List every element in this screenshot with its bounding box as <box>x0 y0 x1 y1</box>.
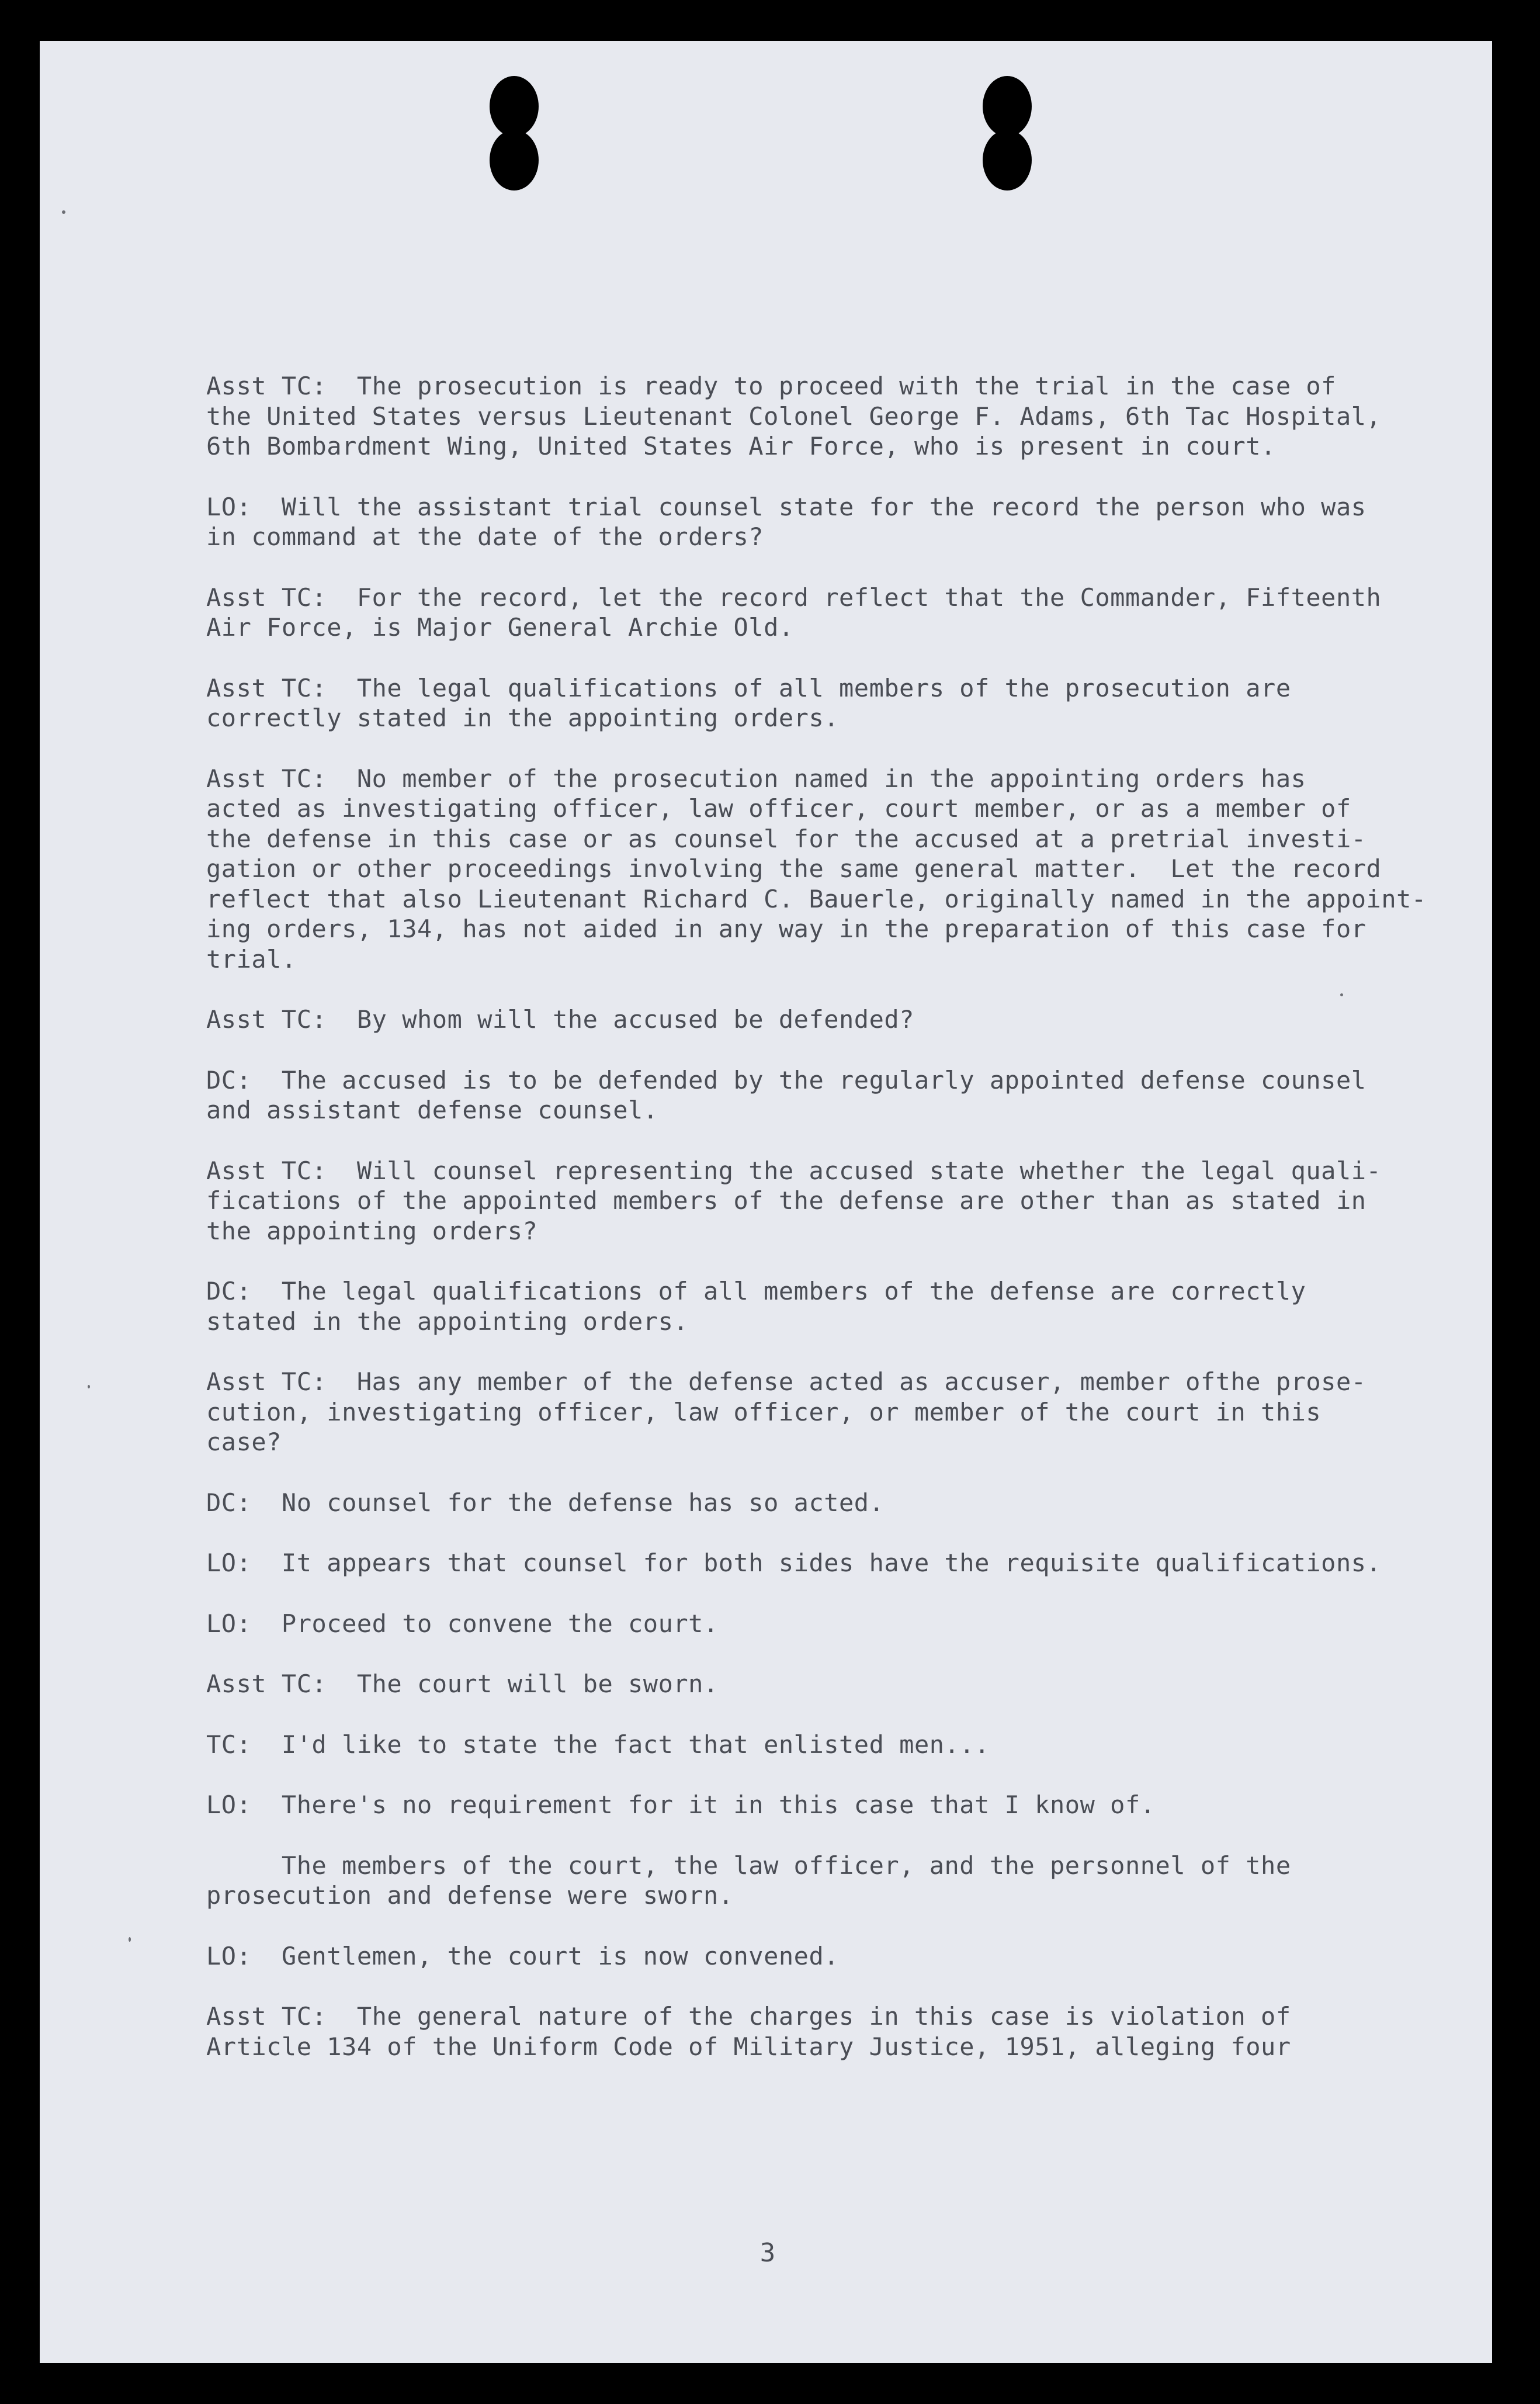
page-number: 3 <box>759 2238 776 2268</box>
transcript-entry: LO: It appears that counsel for both sides have the requisite qualifications. <box>206 1549 1382 1577</box>
punch-hole-left-bottom <box>490 130 539 190</box>
transcript-entry: DC: The accused is to be defended by the regularly appointed defense counsel and assistant defense counsel. <box>206 1065 1366 1124</box>
transcript-entry: Asst TC: Has any member of the defense acted as accuser, member ofthe prose- cution, investigating officer, law officer, or member of the court in this case? <box>206 1367 1366 1456</box>
transcript-entry: LO: Gentlemen, the court is now convened. <box>206 1941 840 1970</box>
transcript-entry: DC: No counsel for the defense has so acted. <box>206 1488 885 1517</box>
paper-speck <box>62 210 65 214</box>
transcript-entry: Asst TC: The court will be sworn. <box>206 1669 719 1698</box>
transcript-entry: Asst TC: For the record, let the record reflect that the Commander, Fifteenth Air Force, is Major General Archie Old. <box>206 583 1382 642</box>
transcript-narrative: The members of the court, the law officer, and the personnel of the prosecution and defense were sworn. <box>206 1851 1291 1910</box>
paper-speck <box>129 1937 131 1942</box>
transcript-entry: DC: The legal qualifications of all members of the defense are correctly stated in the appointing orders. <box>206 1277 1306 1336</box>
punch-hole-right <box>983 76 1032 190</box>
punch-hole-left-top <box>490 76 539 137</box>
transcript-entry: Asst TC: The legal qualifications of all members of the prosecution are correctly stated in the appointing orders. <box>206 673 1291 732</box>
transcript-entry: Asst TC: No member of the prosecution named in the appointing orders has acted as investigating officer, law officer, court member, or as a member of the defense in this case or as counsel for the accused at a pretrial investi- gation or other proceedings involving the same general matter. Let the record reflect that also Lieutenant Richard C. Bauerle, originally named in the appoint- ing orders, 134, has not aided in any way in the preparation of this case for trial. <box>206 764 1427 974</box>
punch-hole-right-top <box>983 76 1032 137</box>
punch-hole-right-bottom <box>983 130 1032 190</box>
transcript-entry: LO: Proceed to convene the court. <box>206 1609 719 1638</box>
transcript-entry: Asst TC: Will counsel representing the accused state whether the legal quali- fications of the appointed members of the defense are other than as stated in the appointing orders? <box>206 1156 1382 1245</box>
transcript-entry: Asst TC: The general nature of the charges in this case is violation of Article 134 of the Uniform Code of Military Justice, 1951, alleging four <box>206 2002 1291 2061</box>
transcript-entry: Asst TC: By whom will the accused be defended? <box>206 1005 914 1034</box>
transcript-body <box>206 371 1462 2092</box>
punch-hole-left <box>490 76 539 190</box>
document-page <box>40 41 1492 2363</box>
transcript-entry: LO: There's no requirement for it in this case that I know of. <box>206 1790 1156 1819</box>
transcript-entry: Asst TC: The prosecution is ready to proceed with the trial in the case of the United States versus Lieutenant Colonel George F. Adams, 6th Tac Hospital, 6th Bombardment Wing, United States Air Force, who is present in court. <box>206 372 1382 460</box>
transcript-entry: TC: I'd like to state the fact that enlisted men... <box>206 1730 990 1759</box>
paper-speck <box>88 1385 90 1388</box>
transcript-entry: LO: Will the assistant trial counsel state for the record the person who was in command at the date of the orders? <box>206 492 1366 551</box>
